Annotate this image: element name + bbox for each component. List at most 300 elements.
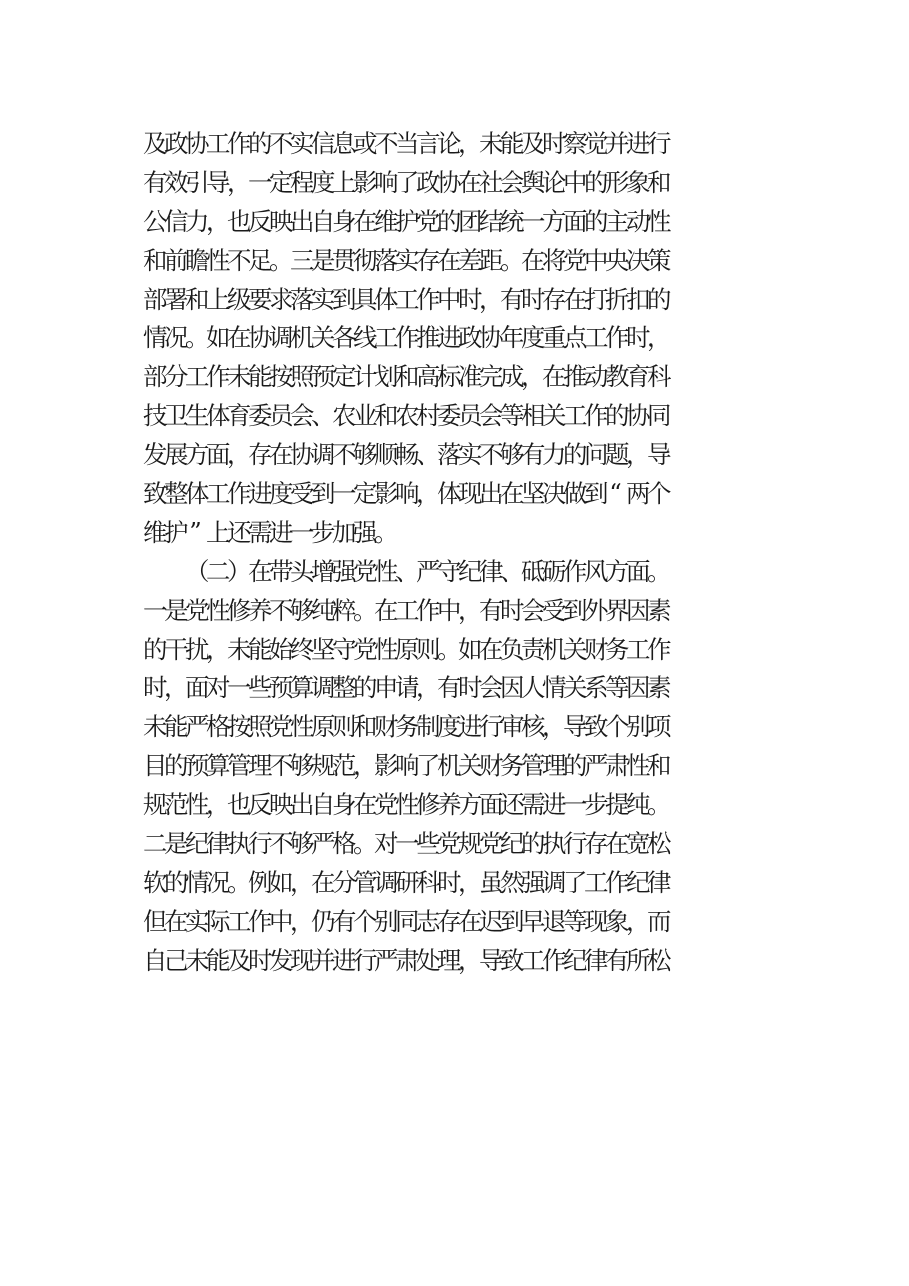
glyph: 部: [143, 284, 168, 314]
glyph: 工: [206, 128, 231, 158]
glyph: 同: [395, 906, 420, 936]
glyph: 预: [185, 751, 210, 781]
glyph: 会: [290, 401, 315, 431]
glyph: 在: [605, 828, 630, 858]
glyph: 关: [311, 323, 336, 353]
glyph: 度: [269, 478, 294, 508]
glyph: 素: [647, 673, 672, 703]
glyph: 体: [206, 401, 231, 431]
glyph: 的: [437, 206, 462, 236]
glyph: 党: [185, 595, 210, 625]
glyph: 二: [206, 556, 231, 586]
glyph: 准: [458, 362, 483, 392]
glyph: 体: [185, 478, 210, 508]
glyph: 社: [479, 167, 504, 197]
glyph: 迟: [479, 906, 504, 936]
text-line: [143, 784, 773, 823]
glyph: 关: [563, 673, 588, 703]
glyph: 未: [185, 945, 210, 975]
glyph: 头: [290, 556, 315, 586]
glyph: 严: [584, 751, 609, 781]
glyph: 协: [290, 440, 315, 470]
glyph: 和: [143, 245, 168, 275]
glyph: 严: [185, 712, 210, 742]
glyph: 核: [521, 712, 546, 742]
glyph: 作: [584, 401, 609, 431]
glyph: [143, 553, 164, 588]
glyph: 协: [248, 323, 273, 353]
glyph: 作: [605, 867, 630, 897]
glyph: 现: [584, 906, 609, 936]
glyph: 信: [311, 128, 336, 158]
glyph: 。: [374, 517, 399, 547]
glyph: 线: [353, 323, 378, 353]
glyph: 映: [269, 206, 294, 236]
glyph: 党: [563, 245, 588, 275]
glyph: 到: [500, 906, 525, 936]
glyph: 成: [500, 362, 525, 392]
glyph: 委: [248, 401, 273, 431]
glyph: 中: [269, 906, 294, 936]
glyph: 财: [479, 751, 504, 781]
glyph: 三: [290, 245, 315, 275]
glyph: 存: [416, 245, 441, 275]
glyph: 推: [416, 323, 441, 353]
glyph: 进: [437, 323, 462, 353]
glyph: 工: [227, 906, 252, 936]
glyph: 调: [311, 673, 336, 703]
glyph: 况: [206, 867, 231, 897]
glyph: 进: [332, 945, 357, 975]
glyph: 人: [521, 673, 546, 703]
glyph: 机: [290, 323, 315, 353]
glyph: 按: [227, 712, 252, 742]
glyph: 有: [500, 284, 525, 314]
glyph: 在: [374, 595, 399, 625]
glyph: 预: [311, 362, 336, 392]
glyph: 如: [269, 867, 294, 897]
glyph: 性: [206, 595, 231, 625]
glyph: 、: [416, 440, 441, 470]
glyph: ，: [542, 712, 567, 742]
glyph: 会: [479, 673, 504, 703]
glyph: 畅: [395, 440, 420, 470]
text-line: [143, 901, 773, 940]
glyph: 并: [605, 128, 630, 158]
glyph: 分: [164, 362, 189, 392]
glyph: 实: [290, 128, 315, 158]
glyph: 将: [542, 245, 567, 275]
glyph: 在: [164, 906, 189, 936]
glyph: 有: [437, 673, 462, 703]
glyph: 身: [332, 206, 357, 236]
glyph: 工: [185, 362, 210, 392]
text-line: [143, 317, 773, 356]
glyph: ，: [479, 284, 504, 314]
glyph: 技: [143, 401, 168, 431]
glyph: 未: [227, 634, 252, 664]
glyph: 工: [521, 945, 546, 975]
glyph: 关: [563, 634, 588, 664]
glyph: 在: [458, 906, 483, 936]
glyph: 管: [353, 867, 378, 897]
glyph: 规: [458, 828, 483, 858]
glyph: 维: [143, 517, 168, 547]
text-line: [143, 395, 773, 434]
glyph: 时: [500, 595, 525, 625]
glyph: 会: [521, 595, 546, 625]
glyph: 贯: [332, 245, 357, 275]
glyph: 觉: [584, 128, 609, 158]
glyph: 不: [332, 440, 357, 470]
glyph: 级: [227, 284, 252, 314]
glyph: 。: [647, 556, 672, 586]
glyph: 力: [542, 440, 567, 470]
glyph: 党: [353, 556, 378, 586]
glyph: 宽: [626, 828, 651, 858]
glyph: 软: [143, 867, 168, 897]
glyph: 够: [500, 440, 525, 470]
glyph: 行: [248, 828, 273, 858]
glyph: 。: [227, 867, 252, 897]
glyph: 提: [605, 790, 630, 820]
glyph: 一: [248, 167, 273, 197]
glyph: 业: [353, 401, 378, 431]
glyph: 始: [269, 634, 294, 664]
glyph: 言: [416, 128, 441, 158]
glyph: 一: [332, 478, 357, 508]
glyph: 扣: [626, 284, 651, 314]
glyph: 严: [311, 828, 336, 858]
glyph: ，: [458, 945, 483, 975]
glyph: 规: [143, 790, 168, 820]
glyph: 一: [290, 517, 315, 547]
glyph: 理: [248, 751, 273, 781]
glyph: ，: [164, 673, 189, 703]
glyph: 制: [416, 712, 441, 742]
glyph: 做: [563, 478, 588, 508]
glyph: 映: [269, 790, 294, 820]
text-line: [143, 201, 773, 240]
glyph: 作: [563, 556, 588, 586]
glyph: 个: [647, 478, 672, 508]
glyph: 如: [458, 634, 483, 664]
glyph: 作: [647, 634, 672, 664]
glyph: ，: [290, 867, 315, 897]
glyph: 格: [206, 712, 231, 742]
glyph: ，: [647, 323, 672, 353]
glyph: 重: [542, 323, 567, 353]
glyph: 工: [395, 595, 420, 625]
glyph: 原: [395, 634, 420, 664]
glyph: 是: [311, 245, 336, 275]
glyph: 中: [563, 167, 588, 197]
glyph: 、: [311, 401, 336, 431]
glyph: 性: [374, 634, 399, 664]
glyph: 志: [416, 906, 441, 936]
glyph: 科: [647, 362, 672, 392]
glyph: 署: [164, 284, 189, 314]
glyph: 纪: [458, 556, 483, 586]
glyph: 对: [374, 828, 399, 858]
glyph: 律: [479, 556, 504, 586]
glyph: 中: [437, 595, 462, 625]
glyph: 作: [395, 323, 420, 353]
glyph: 前: [164, 245, 189, 275]
glyph: 及: [521, 128, 546, 158]
glyph: 动: [626, 206, 651, 236]
text-line: [143, 473, 773, 512]
glyph: 察: [563, 128, 588, 158]
glyph: 生: [185, 401, 210, 431]
glyph: 推: [563, 362, 588, 392]
glyph: 性: [290, 712, 315, 742]
glyph: ，: [458, 867, 483, 897]
glyph: 存: [542, 284, 567, 314]
glyph: 修: [227, 595, 252, 625]
glyph: 的: [143, 634, 168, 664]
glyph: 息: [332, 128, 357, 158]
glyph: 范: [164, 790, 189, 820]
glyph: 协: [185, 128, 210, 158]
glyph: 照: [290, 362, 315, 392]
glyph: 肃: [395, 945, 420, 975]
glyph: 力: [185, 206, 210, 236]
glyph: 自: [143, 945, 168, 975]
glyph: 统: [500, 206, 525, 236]
glyph: 在: [500, 478, 525, 508]
glyph: “: [609, 477, 622, 507]
glyph: 则: [416, 634, 441, 664]
glyph: 面: [206, 440, 231, 470]
glyph: 顺: [374, 440, 399, 470]
glyph: 。: [353, 595, 378, 625]
glyph: 中: [437, 284, 462, 314]
glyph: 规: [311, 751, 336, 781]
glyph: 出: [290, 206, 315, 236]
glyph: 程: [290, 167, 315, 197]
glyph: 如: [206, 323, 231, 353]
glyph: 关: [458, 751, 483, 781]
glyph: 因: [626, 595, 651, 625]
glyph: 不: [269, 128, 294, 158]
glyph: 到: [584, 478, 609, 508]
glyph: 关: [542, 401, 567, 431]
glyph: 还: [227, 517, 252, 547]
glyph: 政: [458, 323, 483, 353]
glyph: 的: [584, 167, 609, 197]
glyph: 影: [374, 478, 399, 508]
glyph: 在: [311, 867, 336, 897]
glyph: 农: [395, 401, 420, 431]
glyph: 性: [206, 245, 231, 275]
glyph: 在: [269, 440, 294, 470]
glyph: 自: [311, 206, 336, 236]
glyph: 终: [290, 634, 315, 664]
glyph: ，: [227, 440, 252, 470]
glyph: 反: [248, 206, 273, 236]
glyph: 和: [374, 401, 399, 431]
glyph: 作: [248, 906, 273, 936]
glyph: 、: [395, 556, 420, 586]
glyph: ，: [458, 595, 483, 625]
glyph: 情: [185, 867, 210, 897]
glyph: 风: [584, 556, 609, 586]
glyph: 落: [437, 440, 462, 470]
glyph: 党: [374, 790, 399, 820]
glyph: 致: [143, 478, 168, 508]
glyph: 纪: [185, 828, 210, 858]
glyph: 律: [206, 828, 231, 858]
glyph: 育: [227, 401, 252, 431]
glyph: 面: [479, 790, 504, 820]
glyph: 足: [248, 245, 273, 275]
glyph: 有: [143, 167, 168, 197]
glyph: 受: [542, 595, 567, 625]
glyph: 工: [395, 284, 420, 314]
glyph: 也: [227, 206, 252, 236]
glyph: 的: [248, 128, 273, 158]
glyph: 的: [647, 284, 672, 314]
glyph: 等: [605, 673, 630, 703]
glyph: 到: [332, 284, 357, 314]
glyph: 纯: [626, 790, 651, 820]
glyph: 计: [353, 362, 378, 392]
glyph: 进: [542, 790, 567, 820]
glyph: [164, 553, 185, 588]
glyph: 理: [542, 751, 567, 781]
glyph: 调: [374, 867, 399, 897]
glyph: 在: [227, 323, 252, 353]
glyph: 协: [479, 323, 504, 353]
glyph: 党: [479, 828, 504, 858]
glyph: 的: [164, 867, 189, 897]
glyph: 员: [458, 401, 483, 431]
glyph: 是: [164, 595, 189, 625]
glyph: 、: [500, 556, 525, 586]
glyph: 导: [647, 440, 672, 470]
glyph: 能: [206, 945, 231, 975]
glyph: 定: [353, 478, 378, 508]
glyph: 管: [227, 751, 252, 781]
glyph: ）: [227, 556, 252, 586]
glyph: 些: [416, 828, 441, 858]
glyph: 实: [395, 245, 420, 275]
glyph: 实: [311, 284, 336, 314]
glyph: 时: [626, 323, 651, 353]
glyph: 别: [626, 712, 651, 742]
glyph: 和: [395, 362, 420, 392]
glyph: 时: [458, 673, 483, 703]
glyph: 信: [164, 206, 189, 236]
glyph: 面: [563, 206, 588, 236]
glyph: 有: [479, 595, 504, 625]
glyph: 度: [521, 323, 546, 353]
glyph: 体: [437, 478, 462, 508]
glyph: 村: [416, 401, 441, 431]
glyph: 会: [479, 401, 504, 431]
glyph: 策: [647, 245, 672, 275]
glyph: 不: [269, 751, 294, 781]
glyph: 受: [290, 478, 315, 508]
glyph: 因: [626, 673, 651, 703]
glyph: 在: [479, 634, 504, 664]
glyph: 在: [248, 556, 273, 586]
glyph: 协: [437, 167, 462, 197]
glyph: 存: [248, 440, 273, 470]
glyph: 方: [458, 790, 483, 820]
glyph: 纪: [563, 945, 588, 975]
glyph: 具: [353, 284, 378, 314]
glyph: 的: [521, 828, 546, 858]
glyph: 行: [647, 128, 672, 158]
glyph: 执: [542, 828, 567, 858]
glyph: 强: [521, 867, 546, 897]
glyph: 。: [353, 828, 378, 858]
glyph: 按: [269, 362, 294, 392]
glyph: 作: [416, 284, 441, 314]
glyph: 粹: [332, 595, 357, 625]
glyph: 体: [374, 284, 399, 314]
glyph: 的: [584, 206, 609, 236]
glyph: 。: [269, 245, 294, 275]
glyph: 不: [227, 245, 252, 275]
glyph: 行: [563, 828, 588, 858]
glyph: 在: [353, 790, 378, 820]
glyph: 护: [164, 517, 189, 547]
glyph: 响: [395, 751, 420, 781]
glyph: 和: [647, 167, 672, 197]
glyph: 务: [395, 712, 420, 742]
glyph: 请: [395, 673, 420, 703]
glyph: 出: [290, 790, 315, 820]
glyph: 。: [185, 323, 210, 353]
glyph: 整: [164, 478, 189, 508]
glyph: 但: [143, 906, 168, 936]
glyph: 上: [206, 517, 231, 547]
glyph: ，: [416, 673, 441, 703]
glyph: 在: [542, 362, 567, 392]
glyph: 步: [311, 517, 336, 547]
glyph: 教: [605, 362, 630, 392]
glyph: 虽: [479, 867, 504, 897]
glyph: 预: [269, 673, 294, 703]
glyph: 进: [626, 128, 651, 158]
glyph: 界: [605, 595, 630, 625]
glyph: 作: [416, 595, 441, 625]
glyph: 范: [332, 751, 357, 781]
glyph: 砥: [521, 556, 546, 586]
glyph: 农: [332, 401, 357, 431]
glyph: 性: [626, 751, 651, 781]
glyph: ，: [626, 906, 651, 936]
glyph: 育: [626, 362, 651, 392]
glyph: 松: [647, 828, 672, 858]
glyph: 能: [500, 128, 525, 158]
document-body: [143, 123, 773, 979]
glyph: 委: [437, 401, 462, 431]
glyph: 党: [437, 828, 462, 858]
glyph: 主: [605, 206, 630, 236]
glyph: 工: [206, 478, 231, 508]
glyph: 高: [416, 362, 441, 392]
glyph: 的: [605, 401, 630, 431]
glyph: ，: [206, 206, 231, 236]
glyph: 作: [542, 945, 567, 975]
glyph: 的: [353, 673, 378, 703]
glyph: 公: [143, 206, 168, 236]
glyph: 协: [626, 401, 651, 431]
